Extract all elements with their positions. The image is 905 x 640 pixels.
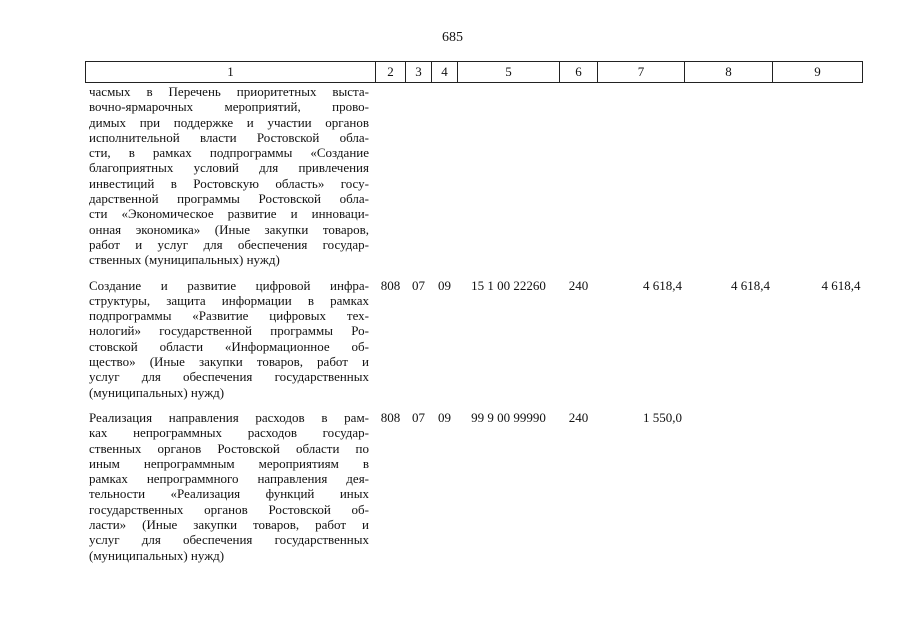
subsection-code: 09	[438, 277, 451, 293]
expense-description	[86, 83, 376, 277]
subsection-code: 09	[438, 409, 451, 425]
description-line: ках непрограммных расходов государ-	[89, 425, 369, 441]
ministry-code: 808	[380, 277, 401, 293]
section-code: 07	[412, 409, 425, 425]
column-header-5: 5	[458, 62, 560, 83]
column-number-header-row	[86, 62, 863, 83]
expense-description	[86, 277, 376, 409]
description-line: услуг для обеспечения государственных	[89, 369, 369, 385]
description-line: ласти» (Иные закупки товаров, работ и	[89, 517, 369, 533]
description-line: часмых в Перечень приоритетных выста-	[89, 84, 369, 99]
amount-col-7: 4 618,4	[643, 277, 682, 293]
description-line: подпрограммы «Развитие цифровых тех-	[89, 308, 369, 324]
column-header-7: 7	[598, 62, 685, 83]
expense-type-code: 240	[568, 409, 589, 425]
description-line: (муниципальных) нужд)	[89, 384, 225, 400]
column-header-8: 8	[685, 62, 773, 83]
description-line: исполнительной власти Ростовской обла-	[89, 129, 369, 145]
description-line: работ и услуг для обеспечения государ-	[89, 236, 369, 252]
description-line: онная экономика» (Иные закупки товаров,	[89, 221, 369, 237]
description-line: вочно-ярмарочных мероприятий, прово-	[89, 99, 369, 115]
description-line: сти, в рамках подпрограммы «Создание	[89, 145, 369, 161]
amount-col-9	[773, 409, 863, 572]
table-row	[86, 409, 863, 572]
target-article-code: 99 9 00 99990	[471, 409, 546, 425]
target-article-code	[458, 83, 560, 277]
table-row	[86, 277, 863, 409]
column-header-9: 9	[773, 62, 863, 83]
description-line: ственных органов Ростовской области по	[89, 440, 369, 456]
column-header-6: 6	[560, 62, 598, 83]
amount-col-9	[773, 83, 863, 277]
page-number: 685	[442, 30, 463, 45]
description-line: Создание и развитие цифровой инфра-	[89, 277, 369, 293]
description-line: сти «Экономическое развитие и инноваци-	[89, 206, 369, 222]
description-line: инвестиций в Ростовскую область» госу-	[89, 175, 369, 191]
description-line: услуг для обеспечения государственных	[89, 532, 369, 548]
description-line: (муниципальных) нужд)	[89, 547, 225, 563]
amount-col-7: 1 550,0	[643, 409, 682, 425]
description-line: государственных органов Ростовской об-	[89, 501, 369, 517]
ministry-code: 808	[380, 409, 401, 425]
expense-type-code: 240	[568, 277, 589, 293]
column-header-2: 2	[376, 62, 406, 83]
description-line: структуры, защита информации в рамках	[89, 292, 369, 308]
description-line: стовской области «Информационное об-	[89, 338, 369, 354]
amount-col-9: 4 618,4	[821, 277, 861, 293]
description-line: благоприятных условий для привлечения	[89, 160, 369, 176]
subsection-code	[432, 83, 458, 277]
expense-description	[86, 409, 376, 572]
amount-col-8	[685, 409, 773, 572]
section-code	[406, 83, 432, 277]
description-line: щество» (Иные закупки товаров, работ и	[89, 354, 369, 370]
description-line: нологий» государственной программы Ро-	[89, 323, 369, 339]
amount-col-8	[685, 83, 773, 277]
description-line: тельности «Реализация функций иных	[89, 486, 369, 502]
description-line: иным непрограммным мероприятиям в	[89, 455, 369, 471]
column-header-3: 3	[406, 62, 432, 83]
amount-col-7	[598, 83, 685, 277]
description-line: рамках непрограммного направления дея-	[89, 471, 369, 487]
description-line: Реализация направления расходов в рам-	[89, 409, 369, 425]
target-article-code: 15 1 00 22260	[471, 277, 546, 293]
description-line: ственных (муниципальных) нужд)	[89, 252, 280, 268]
description-line: димых при поддержке и участии органов	[89, 114, 369, 130]
column-header-1: 1	[86, 62, 376, 83]
table-row	[86, 83, 863, 277]
ministry-code	[376, 83, 406, 277]
description-line: дарственной программы Ростовской обла-	[89, 191, 369, 207]
budget-table	[85, 61, 863, 572]
amount-col-8: 4 618,4	[731, 277, 770, 293]
column-header-4: 4	[432, 62, 458, 83]
expense-type-code	[560, 83, 598, 277]
section-code: 07	[412, 277, 425, 293]
